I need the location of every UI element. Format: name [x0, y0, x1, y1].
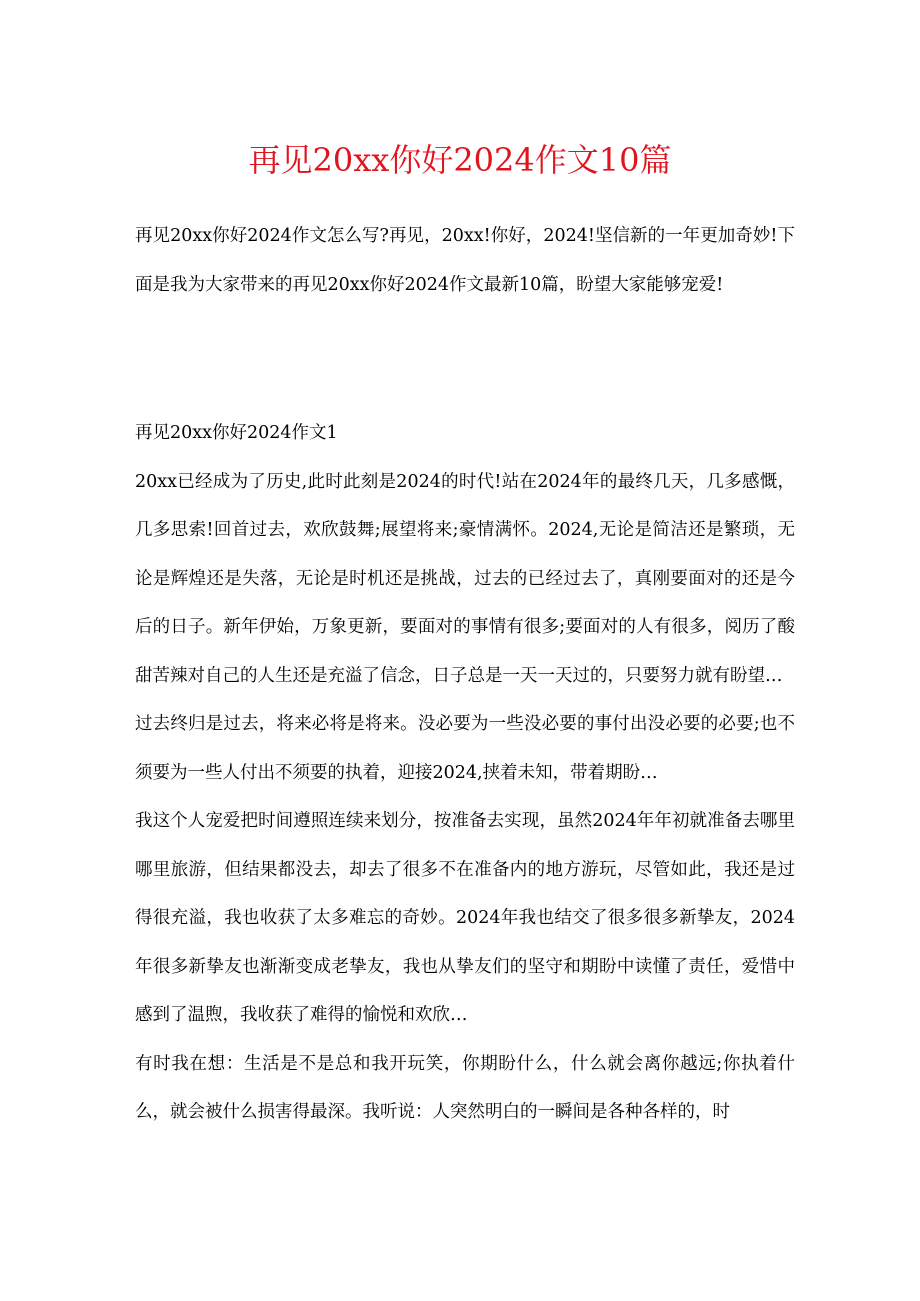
essay-body: [135, 409, 795, 1137]
intro-paragraph: 再见20xx你好2024作文怎么写?再见，20xx!你好，2024!坚信新的一年更加奇妙!下面是我为大家带来的再见20xx你好2024作文最新10篇，盼望大家能够宠爱!: [135, 226, 795, 295]
essay-paragraph-1: 20xx已经成为了历史,此时此刻是2024的时代!站在2024年的最终几天，几多感慨，几多思索!回首过去，欢欣鼓舞;展望将来;豪情满怀。2024,无论是简洁还是繁琐，无论是辉煌还是失落，无论是时机还是挑战，过去的已经过去了，真刚要面对的还是今后的日子。新年伊始，万象更新，要面对的事情有很多;要面对的人有很多，阅历了酸甜苦辣对自己的人生还是充溢了信念，日子总是一天一天过的，只要努力就有盼望…: [135, 471, 795, 686]
essay-paragraph-2: 过去终归是过去，将来必将是将来。没必要为一些没必要的事付出没必要的必要;也不须要为一些人付出不须要的执着，迎接2024,挟着未知，带着期盼…: [135, 714, 795, 783]
section-heading: 再见20xx你好2024作文1: [135, 423, 338, 443]
essay-paragraph-3: 我这个人宠爱把时间遵照连续来划分，按准备去实现，虽然2024年年初就准备去哪里哪里旅游，但结果都没去，却去了很多不在准备内的地方游玩，尽管如此，我还是过得很充溢，我也收获了太多难忘的奇妙。2024年我也结交了很多很多新挚友，2024年很多新挚友也渐渐变成老挚友，我也从挚友们的坚守和期盼中读懂了责任，爱惜中感到了温煦，我收获了难得的愉悦和欢欣…: [135, 811, 795, 1025]
document-title: 再见20xx你好2024作文10篇: [248, 141, 672, 179]
essay-paragraph-4: 有时我在想：生活是不是总和我开玩笑，你期盼什么，什么就会离你越远;你执着什么，就会被什么损害得最深。我听说：人突然明白的一瞬间是各种各样的，时: [135, 1053, 795, 1122]
